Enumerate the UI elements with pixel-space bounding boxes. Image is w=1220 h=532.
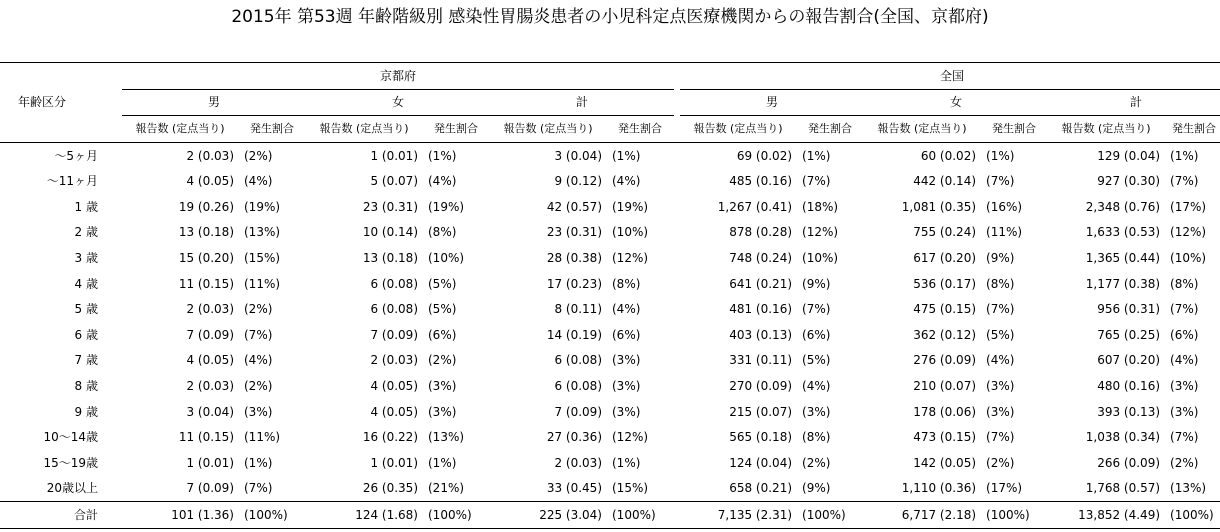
- report-count-cell: 1,177 (0.38): [1085, 276, 1161, 291]
- table-row: [0, 373, 1220, 399]
- report-count-cell: 2 (0.03): [186, 302, 234, 317]
- report-count-cell: 7 (0.09): [370, 327, 418, 342]
- report-count-cell: 481 (0.16): [729, 302, 793, 317]
- age-cell: ～5ヶ月: [54, 148, 98, 163]
- percentage-cell: (10%): [1170, 250, 1207, 265]
- report-count-cell: 3 (0.04): [186, 404, 234, 419]
- table-row: [0, 424, 1220, 450]
- page-title: 2015年 第53週 年齢階級別 感染性胃腸炎患者の小児科定点医療機関からの報告割合(全国、京都府): [231, 7, 989, 27]
- age-cell: 2 歳: [74, 225, 98, 240]
- percentage-cell: (5%): [428, 276, 457, 291]
- report-count-cell: 10 (0.14): [362, 225, 418, 240]
- percentage-cell: (7%): [986, 174, 1015, 189]
- report-count-cell: 14 (0.19): [546, 327, 602, 342]
- percentage-cell: (10%): [612, 225, 649, 240]
- column-header-pct: 発生割合: [1164, 116, 1220, 143]
- table-row: [0, 142, 1220, 168]
- report-count-cell: 266 (0.09): [1097, 455, 1161, 470]
- age-cell: 7 歳: [74, 353, 98, 368]
- report-count-cell: 956 (0.31): [1097, 302, 1161, 317]
- percentage-cell: (3%): [612, 353, 641, 368]
- age-cell: 8 歳: [74, 378, 98, 393]
- report-count-cell: 748 (0.24): [729, 250, 793, 265]
- report-count-cell: 485 (0.16): [729, 174, 793, 189]
- percentage-cell: (11%): [244, 430, 281, 445]
- percentage-cell: (9%): [802, 481, 831, 496]
- percentage-cell: (5%): [428, 302, 457, 317]
- report-count-cell: 1,365 (0.44): [1085, 250, 1161, 265]
- report-count-cell: 13,852 (4.49): [1048, 502, 1164, 529]
- report-count-cell: 641 (0.21): [729, 276, 793, 291]
- report-count-cell: 11 (0.15): [178, 276, 234, 291]
- table-row: [0, 450, 1220, 476]
- percentage-cell: (9%): [802, 276, 831, 291]
- report-count-cell: 393 (0.13): [1097, 404, 1161, 419]
- column-header-report: 報告数 (定点当り): [680, 116, 796, 143]
- percentage-cell: (8%): [1170, 276, 1199, 291]
- percentage-cell: (7%): [244, 327, 273, 342]
- percentage-cell: (1%): [1170, 148, 1199, 163]
- percentage-cell: (12%): [612, 430, 649, 445]
- percentage-cell: (1%): [428, 455, 457, 470]
- report-count-cell: 2 (0.03): [186, 148, 234, 163]
- percentage-cell: (100%): [1164, 502, 1220, 529]
- percentage-cell: (12%): [612, 250, 649, 265]
- percentage-cell: (7%): [802, 174, 831, 189]
- report-count-cell: 765 (0.25): [1097, 327, 1161, 342]
- percentage-cell: (1%): [612, 148, 641, 163]
- gender-header-male: 男: [122, 89, 306, 116]
- report-count-cell: 475 (0.15): [913, 302, 977, 317]
- percentage-cell: (100%): [796, 502, 864, 529]
- report-count-cell: 480 (0.16): [1097, 378, 1161, 393]
- age-cell: 15～19歳: [43, 455, 98, 470]
- age-cell: 4 歳: [74, 276, 98, 291]
- report-count-cell: 755 (0.24): [913, 225, 977, 240]
- report-count-cell: 6 (0.08): [554, 378, 602, 393]
- percentage-cell: (19%): [612, 199, 649, 214]
- percentage-cell: (13%): [1170, 481, 1207, 496]
- report-count-cell: 4 (0.05): [186, 174, 234, 189]
- column-header-pct: 発生割合: [606, 116, 674, 143]
- table-row: [0, 220, 1220, 246]
- percentage-cell: (8%): [802, 430, 831, 445]
- percentage-cell: (4%): [428, 174, 457, 189]
- report-count-cell: 565 (0.18): [729, 430, 793, 445]
- percentage-cell: (7%): [986, 430, 1015, 445]
- column-header-report: 報告数 (定点当り): [490, 116, 606, 143]
- percentage-cell: (13%): [428, 430, 465, 445]
- percentage-cell: (6%): [612, 327, 641, 342]
- report-count-cell: 2 (0.03): [370, 353, 418, 368]
- report-count-cell: 27 (0.36): [546, 430, 602, 445]
- report-count-cell: 6 (0.08): [370, 276, 418, 291]
- percentage-cell: (2%): [428, 353, 457, 368]
- report-count-cell: 331 (0.11): [729, 353, 793, 368]
- column-header-pct: 発生割合: [796, 116, 864, 143]
- age-cell: 3 歳: [74, 250, 98, 265]
- report-count-cell: 17 (0.23): [546, 276, 602, 291]
- table-row: [0, 399, 1220, 425]
- percentage-cell: (7%): [244, 481, 273, 496]
- report-count-cell: 6 (0.08): [554, 353, 602, 368]
- table-row: [0, 348, 1220, 374]
- age-cell: 6 歳: [74, 327, 98, 342]
- age-cell: 1 歳: [74, 199, 98, 214]
- percentage-cell: (100%): [606, 502, 674, 529]
- percentage-cell: (6%): [802, 327, 831, 342]
- percentage-cell: (2%): [244, 378, 273, 393]
- percentage-cell: (2%): [986, 455, 1015, 470]
- percentage-cell: (100%): [238, 502, 306, 529]
- report-count-cell: 4 (0.05): [370, 404, 418, 419]
- report-count-cell: 2,348 (0.76): [1085, 199, 1161, 214]
- column-header-report: 報告数 (定点当り): [306, 116, 422, 143]
- region-header-kyoto: 京都府: [122, 63, 674, 90]
- report-count-cell: 124 (0.04): [729, 455, 793, 470]
- percentage-cell: (7%): [1170, 302, 1199, 317]
- report-count-cell: 1 (0.01): [370, 455, 418, 470]
- gender-header-total: 計: [490, 89, 674, 116]
- column-header-report: 報告数 (定点当り): [122, 116, 238, 143]
- percentage-cell: (4%): [986, 353, 1015, 368]
- report-table: [0, 62, 1220, 529]
- report-count-cell: 6,717 (2.18): [864, 502, 980, 529]
- report-count-cell: 23 (0.31): [546, 225, 602, 240]
- percentage-cell: (3%): [612, 404, 641, 419]
- percentage-cell: (4%): [612, 174, 641, 189]
- table-row: [0, 271, 1220, 297]
- report-count-cell: 8 (0.11): [554, 302, 602, 317]
- gender-header-female: 女: [864, 89, 1048, 116]
- percentage-cell: (1%): [244, 455, 273, 470]
- report-count-cell: 442 (0.14): [913, 174, 977, 189]
- percentage-cell: (4%): [244, 353, 273, 368]
- percentage-cell: (6%): [428, 327, 457, 342]
- report-count-cell: 3 (0.04): [554, 148, 602, 163]
- percentage-cell: (6%): [1170, 327, 1199, 342]
- percentage-cell: (1%): [428, 148, 457, 163]
- report-count-cell: 6 (0.08): [370, 302, 418, 317]
- report-count-cell: 13 (0.18): [362, 250, 418, 265]
- report-count-cell: 362 (0.12): [913, 327, 977, 342]
- percentage-cell: (7%): [986, 302, 1015, 317]
- report-count-cell: 2 (0.03): [186, 378, 234, 393]
- percentage-cell: (3%): [986, 378, 1015, 393]
- percentage-cell: (17%): [986, 481, 1023, 496]
- report-count-cell: 16 (0.22): [362, 430, 418, 445]
- report-count-cell: 927 (0.30): [1097, 174, 1161, 189]
- column-header-pct: 発生割合: [422, 116, 490, 143]
- report-count-cell: 1,267 (0.41): [717, 199, 793, 214]
- percentage-cell: (2%): [802, 455, 831, 470]
- report-count-cell: 270 (0.09): [729, 378, 793, 393]
- percentage-cell: (15%): [612, 481, 649, 496]
- age-cell: 5 歳: [74, 302, 98, 317]
- report-count-cell: 210 (0.07): [913, 378, 977, 393]
- percentage-cell: (8%): [986, 276, 1015, 291]
- percentage-cell: (12%): [1170, 225, 1207, 240]
- report-count-cell: 7 (0.09): [186, 327, 234, 342]
- report-count-cell: 178 (0.06): [913, 404, 977, 419]
- percentage-cell: (18%): [802, 199, 839, 214]
- report-count-cell: 1,110 (0.36): [901, 481, 977, 496]
- percentage-cell: (3%): [986, 404, 1015, 419]
- report-count-cell: 13 (0.18): [178, 225, 234, 240]
- report-count-cell: 101 (1.36): [122, 502, 238, 529]
- report-count-cell: 1 (0.01): [186, 455, 234, 470]
- report-count-cell: 1,768 (0.57): [1085, 481, 1161, 496]
- table-row: [0, 168, 1220, 194]
- percentage-cell: (19%): [428, 199, 465, 214]
- percentage-cell: (3%): [612, 378, 641, 393]
- report-count-cell: 536 (0.17): [913, 276, 977, 291]
- percentage-cell: (10%): [802, 250, 839, 265]
- percentage-cell: (1%): [802, 148, 831, 163]
- percentage-cell: (11%): [244, 276, 281, 291]
- report-count-cell: 4 (0.05): [186, 353, 234, 368]
- percentage-cell: (5%): [802, 353, 831, 368]
- report-count-cell: 124 (1.68): [306, 502, 422, 529]
- table-row: [0, 296, 1220, 322]
- report-count-cell: 878 (0.28): [729, 225, 793, 240]
- report-count-cell: 1,038 (0.34): [1085, 430, 1161, 445]
- report-count-cell: 2 (0.03): [554, 455, 602, 470]
- percentage-cell: (5%): [986, 327, 1015, 342]
- percentage-cell: (13%): [244, 225, 281, 240]
- gender-header-total: 計: [1048, 89, 1220, 116]
- percentage-cell: (100%): [422, 502, 490, 529]
- table-row: [0, 322, 1220, 348]
- percentage-cell: (4%): [612, 302, 641, 317]
- report-count-cell: 11 (0.15): [178, 430, 234, 445]
- report-count-cell: 7,135 (2.31): [680, 502, 796, 529]
- report-count-cell: 473 (0.15): [913, 430, 977, 445]
- percentage-cell: (1%): [986, 148, 1015, 163]
- percentage-cell: (15%): [244, 250, 281, 265]
- report-count-cell: 33 (0.45): [546, 481, 602, 496]
- percentage-cell: (1%): [612, 455, 641, 470]
- percentage-cell: (11%): [986, 225, 1023, 240]
- percentage-cell: (3%): [428, 378, 457, 393]
- percentage-cell: (3%): [1170, 404, 1199, 419]
- percentage-cell: (7%): [1170, 430, 1199, 445]
- age-header: 年齢区分: [0, 63, 122, 143]
- report-count-cell: 215 (0.07): [729, 404, 793, 419]
- report-count-cell: 28 (0.38): [546, 250, 602, 265]
- column-header-pct: 発生割合: [980, 116, 1048, 143]
- report-count-cell: 276 (0.09): [913, 353, 977, 368]
- column-header-report: 報告数 (定点当り): [864, 116, 980, 143]
- percentage-cell: (12%): [802, 225, 839, 240]
- percentage-cell: (8%): [612, 276, 641, 291]
- percentage-cell: (4%): [1170, 353, 1199, 368]
- report-count-cell: 7 (0.09): [554, 404, 602, 419]
- percentage-cell: (7%): [802, 302, 831, 317]
- region-header-national: 全国: [680, 63, 1220, 90]
- age-cell: 合計: [0, 502, 122, 529]
- report-count-cell: 225 (3.04): [490, 502, 606, 529]
- percentage-cell: (7%): [1170, 174, 1199, 189]
- report-count-cell: 4 (0.05): [370, 378, 418, 393]
- report-count-cell: 1 (0.01): [370, 148, 418, 163]
- percentage-cell: (8%): [428, 225, 457, 240]
- percentage-cell: (9%): [986, 250, 1015, 265]
- percentage-cell: (16%): [986, 199, 1023, 214]
- percentage-cell: (2%): [244, 302, 273, 317]
- column-header-pct: 発生割合: [238, 116, 306, 143]
- report-count-cell: 23 (0.31): [362, 199, 418, 214]
- report-count-cell: 26 (0.35): [362, 481, 418, 496]
- report-count-cell: 658 (0.21): [729, 481, 793, 496]
- column-header-report: 報告数 (定点当り): [1048, 116, 1164, 143]
- report-count-cell: 5 (0.07): [370, 174, 418, 189]
- percentage-cell: (17%): [1170, 199, 1207, 214]
- report-count-cell: 69 (0.02): [736, 148, 793, 163]
- percentage-cell: (3%): [428, 404, 457, 419]
- percentage-cell: (4%): [244, 174, 273, 189]
- age-cell: 9 歳: [74, 404, 98, 419]
- age-cell: 20歳以上: [46, 481, 98, 496]
- total-row: [0, 502, 1220, 529]
- percentage-cell: (4%): [802, 378, 831, 393]
- report-count-cell: 617 (0.20): [913, 250, 977, 265]
- percentage-cell: (3%): [802, 404, 831, 419]
- report-count-cell: 142 (0.05): [913, 455, 977, 470]
- report-count-cell: 129 (0.04): [1097, 148, 1161, 163]
- report-count-cell: 1,633 (0.53): [1085, 225, 1161, 240]
- percentage-cell: (19%): [244, 199, 281, 214]
- percentage-cell: (3%): [244, 404, 273, 419]
- report-count-cell: 7 (0.09): [186, 481, 234, 496]
- report-count-cell: 9 (0.12): [554, 174, 602, 189]
- table-row: [0, 476, 1220, 502]
- report-count-cell: 403 (0.13): [729, 327, 793, 342]
- percentage-cell: (100%): [980, 502, 1048, 529]
- table-row: [0, 194, 1220, 220]
- percentage-cell: (3%): [1170, 378, 1199, 393]
- gender-header-male: 男: [680, 89, 864, 116]
- report-count-cell: 60 (0.02): [920, 148, 977, 163]
- percentage-cell: (21%): [428, 481, 465, 496]
- percentage-cell: (2%): [1170, 455, 1199, 470]
- percentage-cell: (10%): [428, 250, 465, 265]
- report-count-cell: 42 (0.57): [546, 199, 602, 214]
- report-count-cell: 19 (0.26): [178, 199, 234, 214]
- report-count-cell: 607 (0.20): [1097, 353, 1161, 368]
- report-count-cell: 1,081 (0.35): [901, 199, 977, 214]
- age-cell: 10～14歳: [43, 430, 98, 445]
- report-count-cell: 15 (0.20): [178, 250, 234, 265]
- percentage-cell: (2%): [244, 148, 273, 163]
- gender-header-female: 女: [306, 89, 490, 116]
- age-cell: ～11ヶ月: [46, 174, 98, 189]
- table-row: [0, 245, 1220, 271]
